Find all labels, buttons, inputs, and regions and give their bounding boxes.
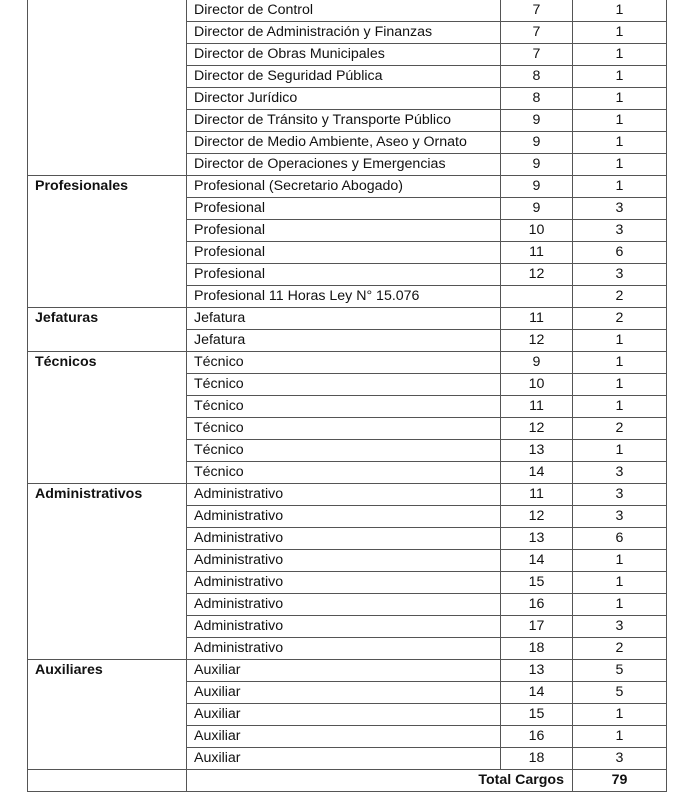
cargo-cell: Administrativo	[187, 594, 501, 616]
count-cell: 1	[573, 176, 667, 198]
cargo-cell: Profesional	[187, 242, 501, 264]
table-row	[28, 418, 667, 440]
grado-cell: 18	[501, 638, 573, 660]
cargo-cell: Auxiliar	[187, 682, 501, 704]
grado-cell: 9	[501, 110, 573, 132]
category-cell	[28, 154, 187, 176]
grado-cell: 13	[501, 660, 573, 682]
table-row	[28, 396, 667, 418]
grado-cell: 14	[501, 550, 573, 572]
count-cell: 1	[573, 44, 667, 66]
count-cell: 1	[573, 550, 667, 572]
category-cell	[28, 616, 187, 638]
category-cell	[28, 396, 187, 418]
table-row	[28, 220, 667, 242]
category-cell	[28, 88, 187, 110]
cargo-cell: Jefatura	[187, 330, 501, 352]
category-cell	[28, 22, 187, 44]
count-cell: 3	[573, 506, 667, 528]
cargo-cell: Administrativo	[187, 616, 501, 638]
cargo-cell: Director de Administración y Finanzas	[187, 22, 501, 44]
cargo-cell: Profesional (Secretario Abogado)	[187, 176, 501, 198]
count-cell: 2	[573, 418, 667, 440]
count-cell: 3	[573, 484, 667, 506]
table-row	[28, 660, 667, 682]
total-value: 79	[573, 770, 667, 792]
table-row	[28, 264, 667, 286]
grado-cell: 16	[501, 594, 573, 616]
count-cell: 1	[573, 66, 667, 88]
table-row	[28, 726, 667, 748]
cargo-cell: Jefatura	[187, 308, 501, 330]
grado-cell: 16	[501, 726, 573, 748]
count-cell: 1	[573, 374, 667, 396]
table-row	[28, 132, 667, 154]
count-cell: 6	[573, 528, 667, 550]
category-cell	[28, 704, 187, 726]
count-cell: 1	[573, 0, 667, 22]
total-row-blank-cell	[28, 770, 187, 792]
table-row	[28, 616, 667, 638]
table-row	[28, 88, 667, 110]
table-row	[28, 704, 667, 726]
category-cell	[28, 44, 187, 66]
category-cell	[28, 198, 187, 220]
category-cell	[28, 66, 187, 88]
category-cell	[28, 374, 187, 396]
category-cell	[28, 726, 187, 748]
count-cell: 3	[573, 264, 667, 286]
cargo-cell: Técnico	[187, 418, 501, 440]
total-label: Total Cargos	[187, 770, 573, 792]
count-cell: 1	[573, 88, 667, 110]
grado-cell: 15	[501, 572, 573, 594]
count-cell: 1	[573, 704, 667, 726]
table-row	[28, 572, 667, 594]
count-cell: 1	[573, 572, 667, 594]
table-row	[28, 462, 667, 484]
cargo-cell: Director de Medio Ambiente, Aseo y Ornato	[187, 132, 501, 154]
grado-cell	[501, 286, 573, 308]
grado-cell: 8	[501, 66, 573, 88]
grado-cell: 9	[501, 198, 573, 220]
category-cell	[28, 572, 187, 594]
table-row	[28, 440, 667, 462]
grado-cell: 9	[501, 352, 573, 374]
table-row	[28, 308, 667, 330]
grado-cell: 17	[501, 616, 573, 638]
cargo-cell: Administrativo	[187, 550, 501, 572]
grado-cell: 11	[501, 484, 573, 506]
grado-cell: 10	[501, 374, 573, 396]
table-row	[28, 506, 667, 528]
count-cell: 3	[573, 616, 667, 638]
table-row	[28, 330, 667, 352]
cargo-cell: Director de Control	[187, 0, 501, 22]
cargo-cell: Técnico	[187, 440, 501, 462]
table-row	[28, 154, 667, 176]
category-cell	[28, 0, 187, 22]
count-cell: 1	[573, 352, 667, 374]
count-cell: 1	[573, 132, 667, 154]
category-cell	[28, 748, 187, 770]
table-row	[28, 374, 667, 396]
table-row	[28, 528, 667, 550]
table-row	[28, 110, 667, 132]
category-cell: Jefaturas	[28, 308, 187, 330]
cargo-cell: Director de Operaciones y Emergencias	[187, 154, 501, 176]
grado-cell: 8	[501, 88, 573, 110]
count-cell: 6	[573, 242, 667, 264]
cargo-cell: Director Jurídico	[187, 88, 501, 110]
category-cell	[28, 594, 187, 616]
cargo-cell: Técnico	[187, 462, 501, 484]
table-row	[28, 44, 667, 66]
cargos-table	[27, 0, 667, 792]
grado-cell: 12	[501, 264, 573, 286]
table-row	[28, 748, 667, 770]
table-row	[28, 594, 667, 616]
cargo-cell: Profesional 11 Horas Ley N° 15.076	[187, 286, 501, 308]
category-cell	[28, 264, 187, 286]
category-cell: Auxiliares	[28, 660, 187, 682]
category-cell	[28, 550, 187, 572]
grado-cell: 12	[501, 330, 573, 352]
cargo-cell: Profesional	[187, 264, 501, 286]
grado-cell: 11	[501, 242, 573, 264]
grado-cell: 13	[501, 440, 573, 462]
category-cell	[28, 132, 187, 154]
count-cell: 2	[573, 308, 667, 330]
cargo-cell: Técnico	[187, 374, 501, 396]
count-cell: 2	[573, 286, 667, 308]
grado-cell: 18	[501, 748, 573, 770]
total-row	[28, 770, 667, 792]
category-cell	[28, 220, 187, 242]
table-row	[28, 198, 667, 220]
cargo-cell: Administrativo	[187, 572, 501, 594]
grado-cell: 11	[501, 396, 573, 418]
count-cell: 3	[573, 748, 667, 770]
grado-cell: 15	[501, 704, 573, 726]
table-row	[28, 176, 667, 198]
table-row	[28, 0, 667, 22]
count-cell: 1	[573, 154, 667, 176]
cargo-cell: Director de Tránsito y Transporte Público	[187, 110, 501, 132]
count-cell: 1	[573, 396, 667, 418]
category-cell	[28, 528, 187, 550]
count-cell: 1	[573, 330, 667, 352]
cargo-cell: Administrativo	[187, 484, 501, 506]
table-row	[28, 638, 667, 660]
cargo-cell: Auxiliar	[187, 748, 501, 770]
table-row	[28, 484, 667, 506]
category-cell	[28, 682, 187, 704]
table-row	[28, 550, 667, 572]
count-cell: 1	[573, 110, 667, 132]
grado-cell: 14	[501, 682, 573, 704]
count-cell: 1	[573, 440, 667, 462]
grado-cell: 9	[501, 154, 573, 176]
cargo-cell: Administrativo	[187, 506, 501, 528]
category-cell	[28, 462, 187, 484]
grado-cell: 9	[501, 132, 573, 154]
category-cell: Profesionales	[28, 176, 187, 198]
table-row	[28, 242, 667, 264]
count-cell: 1	[573, 594, 667, 616]
category-cell	[28, 506, 187, 528]
grado-cell: 9	[501, 176, 573, 198]
category-cell	[28, 440, 187, 462]
cargo-cell: Director de Seguridad Pública	[187, 66, 501, 88]
category-cell	[28, 330, 187, 352]
count-cell: 3	[573, 198, 667, 220]
count-cell: 1	[573, 726, 667, 748]
grado-cell: 12	[501, 506, 573, 528]
cargo-cell: Auxiliar	[187, 704, 501, 726]
count-cell: 3	[573, 220, 667, 242]
grado-cell: 7	[501, 0, 573, 22]
category-cell: Administrativos	[28, 484, 187, 506]
count-cell: 5	[573, 682, 667, 704]
count-cell: 5	[573, 660, 667, 682]
category-cell	[28, 110, 187, 132]
category-cell	[28, 638, 187, 660]
grado-cell: 12	[501, 418, 573, 440]
cargo-cell: Técnico	[187, 396, 501, 418]
table-row	[28, 682, 667, 704]
cargo-cell: Administrativo	[187, 528, 501, 550]
grado-cell: 7	[501, 22, 573, 44]
grado-cell: 7	[501, 44, 573, 66]
grado-cell: 14	[501, 462, 573, 484]
table-row	[28, 286, 667, 308]
table-row	[28, 352, 667, 374]
grado-cell: 11	[501, 308, 573, 330]
category-cell	[28, 418, 187, 440]
grado-cell: 10	[501, 220, 573, 242]
count-cell: 1	[573, 22, 667, 44]
table-row	[28, 22, 667, 44]
grado-cell: 13	[501, 528, 573, 550]
cargo-cell: Profesional	[187, 198, 501, 220]
cargo-cell: Técnico	[187, 352, 501, 374]
category-cell	[28, 286, 187, 308]
category-cell: Técnicos	[28, 352, 187, 374]
cargo-cell: Auxiliar	[187, 726, 501, 748]
cargo-cell: Director de Obras Municipales	[187, 44, 501, 66]
category-cell	[28, 242, 187, 264]
count-cell: 3	[573, 462, 667, 484]
table-row	[28, 66, 667, 88]
cargo-cell: Profesional	[187, 220, 501, 242]
count-cell: 2	[573, 638, 667, 660]
cargo-cell: Auxiliar	[187, 660, 501, 682]
cargo-cell: Administrativo	[187, 638, 501, 660]
cargos-table-body	[28, 0, 667, 770]
